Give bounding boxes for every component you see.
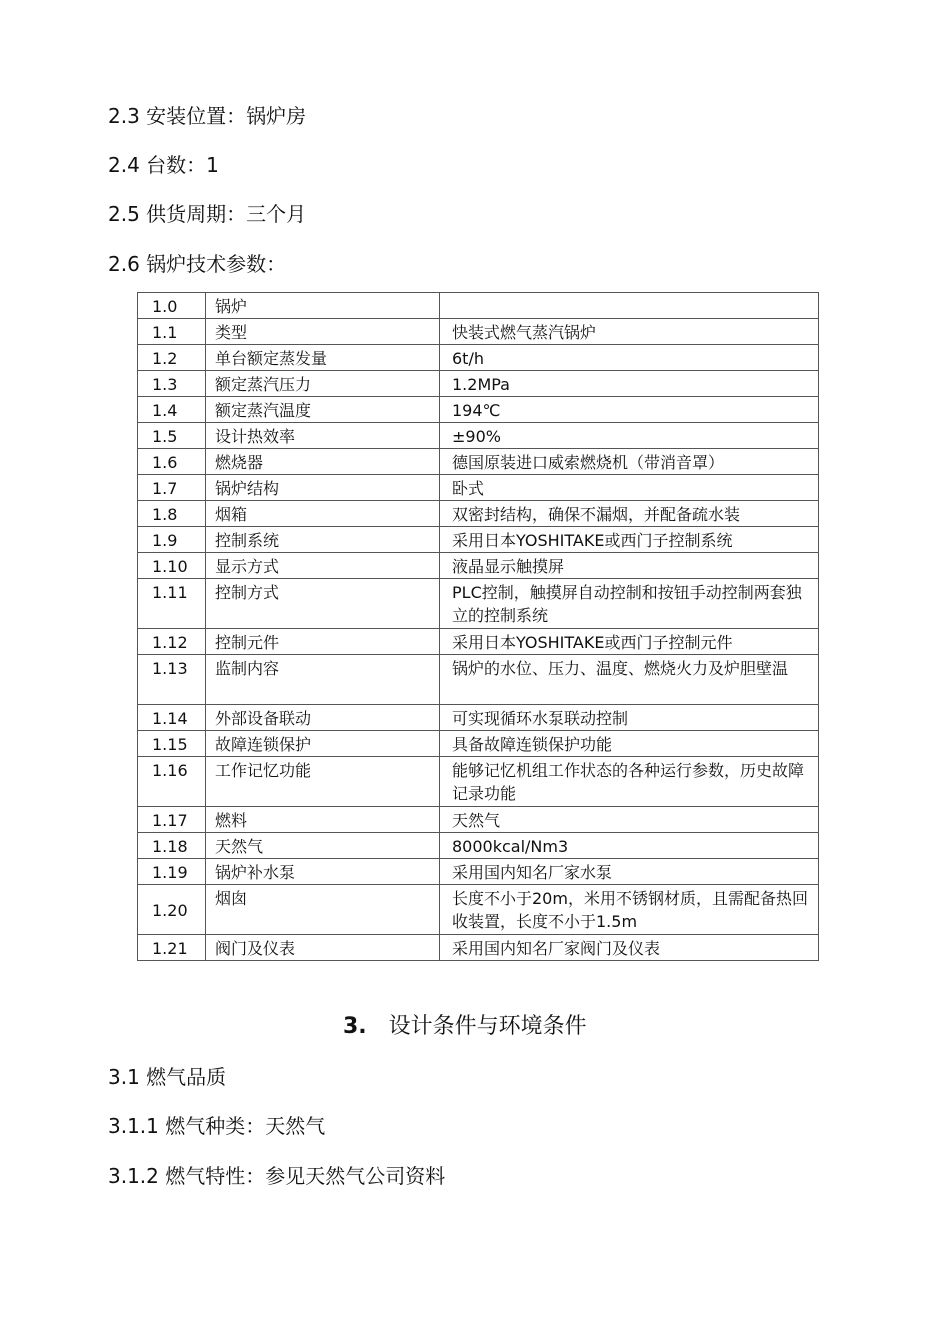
paragraph-boiler-params-heading: 2.6 锅炉技术参数： [108, 252, 287, 276]
parameter-value-cell [440, 423, 819, 449]
paragraph-gas-quality: 3.1 燃气品质 [108, 1065, 227, 1089]
paragraph-delivery-period: 2.5 供货周期：三个月 [108, 202, 307, 226]
parameter-value-text: PLC控制，触摸屏自动控制和按钮手动控制两套独立的控制系统 [452, 583, 802, 625]
table-row [138, 731, 819, 757]
row-number-cell: 1.11 [138, 579, 206, 629]
parameter-name-cell: 设计热效率 [206, 423, 440, 449]
parameter-value-cell [440, 371, 819, 397]
parameter-name-cell: 监制内容 [206, 655, 440, 705]
parameter-value-text: 天然气 [452, 811, 501, 830]
parameter-name-cell: 外部设备联动 [206, 705, 440, 731]
parameter-name-cell: 锅炉补水泵 [206, 859, 440, 885]
table-row [138, 319, 819, 345]
section-number: 3. [343, 1014, 367, 1039]
parameter-value-cell [440, 475, 819, 501]
parameter-value-cell [440, 731, 819, 757]
parameter-value-cell [440, 757, 819, 807]
row-number-cell: 1.3 [138, 371, 206, 397]
table-row [138, 553, 819, 579]
parameter-value-cell [440, 319, 819, 345]
row-number-cell: 1.0 [138, 293, 206, 319]
row-number-cell: 1.8 [138, 501, 206, 527]
parameter-value-text: 8000kcal/Nm3 [452, 837, 569, 856]
parameter-value-text: 快装式燃气蒸汽锅炉 [452, 323, 597, 342]
row-number-cell: 1.12 [138, 629, 206, 655]
parameter-value-text: 采用国内知名厂家阀门及仪表 [452, 939, 661, 958]
parameter-value-cell [440, 553, 819, 579]
row-number-cell: 1.15 [138, 731, 206, 757]
parameter-name-cell: 阀门及仪表 [206, 935, 440, 961]
spec-table-body [138, 293, 819, 961]
table-row [138, 655, 819, 705]
table-row [138, 371, 819, 397]
parameter-name-cell: 额定蒸汽温度 [206, 397, 440, 423]
parameter-name-cell: 控制方式 [206, 579, 440, 629]
parameter-value-cell [440, 345, 819, 371]
table-row [138, 885, 819, 935]
parameter-value-text: 德国原装进口威索燃烧机（带消音罩） [452, 453, 725, 472]
parameter-value-text: 1.2MPa [452, 375, 510, 394]
parameter-value-text: 采用国内知名厂家水泵 [452, 863, 613, 882]
parameter-value-cell [440, 579, 819, 629]
parameter-name-cell: 烟箱 [206, 501, 440, 527]
table-row [138, 807, 819, 833]
parameter-value-cell [440, 885, 819, 935]
parameter-value-text: 可实现循环水泵联动控制 [452, 709, 629, 728]
row-number-cell: 1.13 [138, 655, 206, 705]
parameter-value-cell [440, 397, 819, 423]
table-row [138, 935, 819, 961]
row-number-cell: 1.10 [138, 553, 206, 579]
table-row [138, 833, 819, 859]
parameter-name-cell: 天然气 [206, 833, 440, 859]
parameter-name-cell: 类型 [206, 319, 440, 345]
parameter-name-cell: 燃烧器 [206, 449, 440, 475]
parameter-name-cell: 单台额定蒸发量 [206, 345, 440, 371]
parameter-value-cell [440, 705, 819, 731]
row-number-cell: 1.19 [138, 859, 206, 885]
paragraph-gas-properties: 3.1.2 燃气特性：参见天然气公司资料 [108, 1164, 446, 1188]
parameter-value-cell [440, 859, 819, 885]
parameter-name-cell: 控制系统 [206, 527, 440, 553]
row-number-cell: 1.2 [138, 345, 206, 371]
section-title: 设计条件与环境条件 [388, 1014, 587, 1039]
table-row [138, 397, 819, 423]
parameter-value-text: 长度不小于20m，米用不锈钢材质，且需配备热回收装置，长度不小于1.5m [452, 889, 808, 931]
parameter-name-cell: 锅炉 [206, 293, 440, 319]
parameter-name-cell: 工作记忆功能 [206, 757, 440, 807]
parameter-value-text: 采用日本YOSHITAKE或西门子控制元件 [452, 633, 733, 652]
table-row [138, 293, 819, 319]
parameter-value-text: 卧式 [452, 479, 485, 498]
parameter-value-text: 液晶显示触摸屏 [452, 557, 565, 576]
table-row [138, 501, 819, 527]
parameter-value-cell [440, 935, 819, 961]
parameter-value-text: 双密封结构，确保不漏烟，并配备疏水装 [452, 505, 741, 524]
parameter-value-cell [440, 449, 819, 475]
table-row [138, 705, 819, 731]
row-number-cell: 1.21 [138, 935, 206, 961]
table-row [138, 449, 819, 475]
parameter-value-cell [440, 501, 819, 527]
parameter-value-cell [440, 527, 819, 553]
table-row [138, 629, 819, 655]
table-row [138, 859, 819, 885]
parameter-value-cell [440, 833, 819, 859]
parameter-value-cell [440, 655, 819, 705]
paragraph-install-location: 2.3 安装位置：锅炉房 [108, 104, 307, 128]
parameter-value-text: ±90% [452, 427, 501, 446]
parameter-value-text: 锅炉的水位、压力、温度、燃烧火力及炉胆壁温 [452, 659, 789, 678]
parameter-value-text: 194℃ [452, 401, 501, 420]
parameter-name-cell: 故障连锁保护 [206, 731, 440, 757]
parameter-value-text: 能够记忆机组工作状态的各种运行参数，历史故障记录功能 [452, 761, 805, 803]
row-number-cell: 1.17 [138, 807, 206, 833]
parameter-value-text: 6t/h [452, 349, 484, 368]
parameter-name-cell: 燃料 [206, 807, 440, 833]
row-number-cell: 1.1 [138, 319, 206, 345]
parameter-value-text: 具备故障连锁保护功能 [452, 735, 613, 754]
table-row [138, 527, 819, 553]
row-number-cell: 1.5 [138, 423, 206, 449]
parameter-name-cell: 额定蒸汽压力 [206, 371, 440, 397]
row-number-cell: 1.9 [138, 527, 206, 553]
table-row [138, 475, 819, 501]
row-number-cell: 1.6 [138, 449, 206, 475]
table-row [138, 423, 819, 449]
table-row [138, 345, 819, 371]
boiler-spec-table [137, 292, 819, 961]
parameter-name-cell: 显示方式 [206, 553, 440, 579]
row-number-cell: 1.20 [138, 885, 206, 935]
paragraph-quantity: 2.4 台数：1 [108, 153, 219, 177]
section-3-heading [343, 1012, 587, 1042]
parameter-value-cell [440, 807, 819, 833]
parameter-value-text: 采用日本YOSHITAKE或西门子控制系统 [452, 531, 733, 550]
parameter-value-cell [440, 293, 819, 319]
table-row [138, 579, 819, 629]
parameter-value-cell [440, 629, 819, 655]
parameter-name-cell: 锅炉结构 [206, 475, 440, 501]
table-row [138, 757, 819, 807]
row-number-cell: 1.16 [138, 757, 206, 807]
parameter-name-cell: 烟囱 [206, 885, 440, 935]
row-number-cell: 1.14 [138, 705, 206, 731]
parameter-name-cell: 控制元件 [206, 629, 440, 655]
row-number-cell: 1.7 [138, 475, 206, 501]
row-number-cell: 1.18 [138, 833, 206, 859]
paragraph-gas-type: 3.1.1 燃气种类：天然气 [108, 1114, 326, 1138]
row-number-cell: 1.4 [138, 397, 206, 423]
